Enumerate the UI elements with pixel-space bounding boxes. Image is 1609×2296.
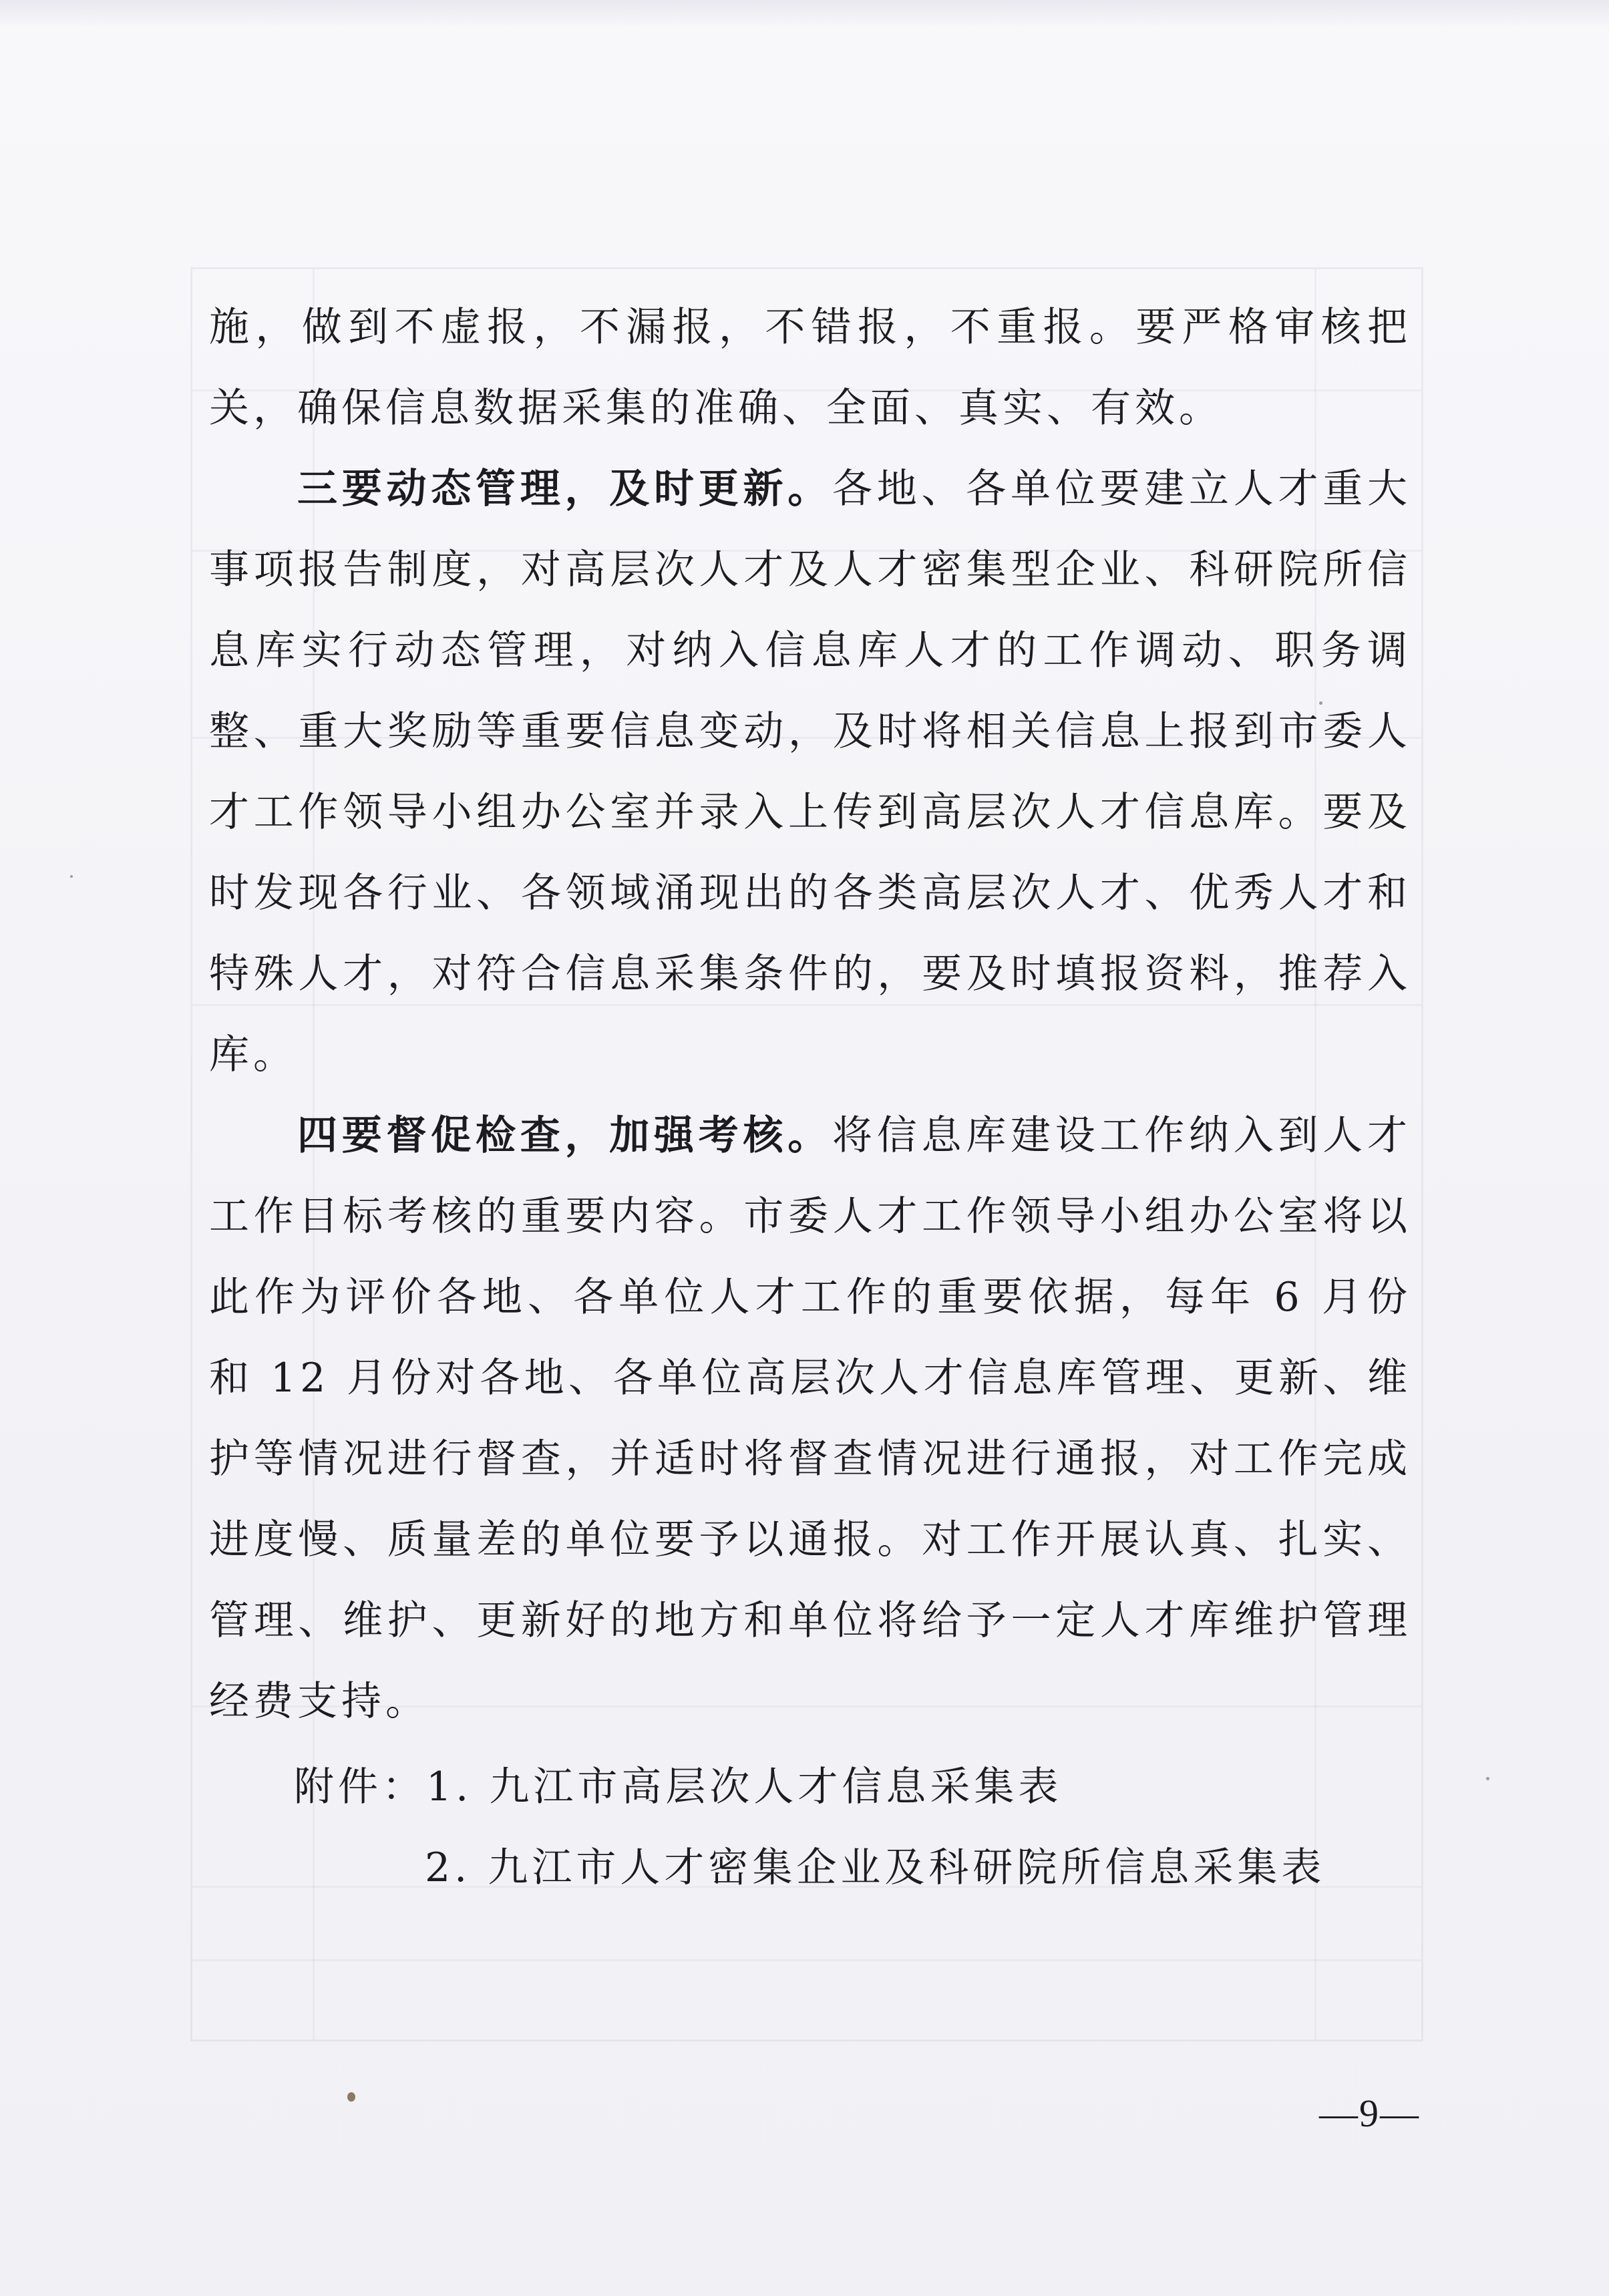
attachment-item-1-text: 1. 九江市高层次人才信息采集表: [426, 1764, 1063, 1810]
paper-speck: [1486, 1777, 1489, 1780]
attachment-item-2: [294, 1828, 1325, 1909]
attachment-item-2-text: 2. 九江市人才密集企业及科研院所信息采集表: [425, 1844, 1326, 1891]
attachments-list: [294, 1747, 1325, 1909]
paragraph-section-4: [209, 1096, 1411, 1742]
section-4-body: 将信息库建设工作纳入到人才工作目标考核的重要内容。市委人才工作领导小组办公室将以此作为评价各地、各单位人才工作的重要依据，每年 6 月份和 12 月份对各地、各单位高层次人才信息库管理、更新、维护等情况进行督查，并适时将督查情况进行通报，对工作完成进度慢、质量差的单位要予以通报。对工作开展认真、扎实、管理、维护、更新好的地方和单位将给予一定人才库维护管理经费支持。: [209, 1112, 1411, 1725]
section-4-heading: 四要督促检查，加强考核。: [297, 1112, 832, 1159]
paragraph-section-3: [209, 449, 1411, 1096]
attachment-item-1: [294, 1747, 1325, 1828]
paper-speck: [347, 2092, 355, 2102]
paper-speck: [1319, 701, 1322, 705]
body-text: [209, 287, 1411, 1742]
attachments-label: 附件：: [294, 1764, 426, 1810]
section-3-heading: 三要动态管理，及时更新。: [297, 466, 832, 512]
page-number: —9—: [1319, 2092, 1420, 2135]
section-3-body: 各地、各单位要建立人才重大事项报告制度，对高层次人才及人才密集型企业、科研院所信息库实行动态管理，对纳入信息库人才的工作调动、职务调整、重大奖励等重要信息变动，及时将相关信息上报到市委人才工作领导小组办公室并录入上传到高层次人才信息库。要及时发现各行业、各领域涌现出的各类高层次人才、优秀人才和特殊人才，对符合信息采集条件的，要及时填报资料，推荐入库。: [209, 466, 1411, 1078]
paragraph-continuation: 施，做到不虚报，不漏报，不错报，不重报。要严格审核把关，确保信息数据采集的准确、全面、真实、有效。: [209, 304, 1411, 432]
top-fold-shadow: [0, 0, 1609, 27]
paper-speck: [70, 875, 73, 878]
